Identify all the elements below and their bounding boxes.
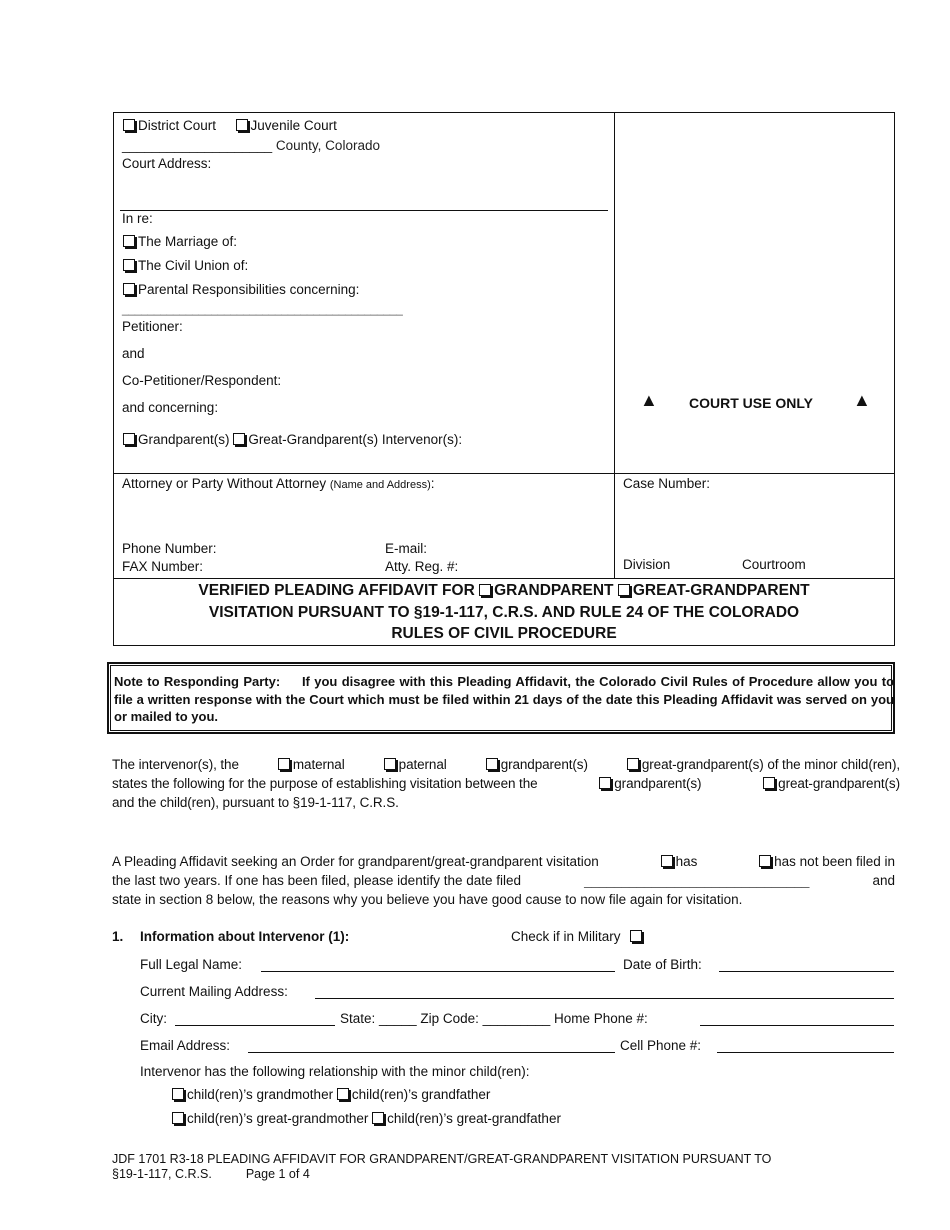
grandparent-checkbox[interactable] [123,433,135,445]
intro-text: The intervenor(s), the [112,757,239,772]
parental-label: Parental Responsibilities concerning: [138,282,360,297]
title-line1-a: VERIFIED PLEADING AFFIDAVIT FOR [198,582,480,599]
attorney-label-row [122,476,435,491]
marriage-label: The Marriage of: [138,234,238,249]
visit-grandparent-checkbox[interactable] [599,777,611,789]
intro-great-grandparent-label: great-grandparent(s) of the minor child(ren), [641,757,900,772]
note-body: If you disagree with this Pleading Affidavit, the Colorado Civil Rules of Procedure allow you to file a written response with the Court which must be filed within 21 days of the date this Pleading Affidavit was served on you or mailed to you. [114,674,895,724]
intro-paragraph [112,755,900,812]
title-line1-b: GRANDPARENT [494,582,618,599]
home-phone-label: Home Phone #: [554,1011,648,1026]
dob-field[interactable] [719,971,894,972]
section1-heading: Information about Intervenor (1): [140,929,350,944]
attorney-colon: : [430,476,435,491]
prior-line2: the last two years. If one has been filed, please identify the date filed [112,873,522,888]
prior-line2-end: and [872,873,895,888]
triangle-right-icon: ▲ [853,390,871,410]
email-label: E-mail: [385,541,428,556]
paternal-checkbox[interactable] [384,758,396,770]
and-label: and [122,346,145,361]
relationship-label: Intervenor has the following relationship with the minor child(ren): [140,1064,530,1079]
attorney-label: Attorney or Party Without Attorney [122,476,327,491]
paternal-label: paternal [398,757,447,772]
relationship-row-2 [172,1111,561,1126]
footer-line1: JDF 1701 R3-18 PLEADING AFFIDAVIT FOR GRANDPARENT/GREAT-GRANDPARENT VISITATION PURSUANT TO [112,1152,772,1166]
visit-great-grandparent-checkbox[interactable] [763,777,775,789]
full-legal-name-field[interactable] [261,971,615,972]
intro-grandparent-label: grandparent(s) [500,757,588,772]
state-label: State: [340,1011,376,1026]
prior-filing-paragraph [112,852,895,909]
state-field[interactable]: _____ [379,1011,417,1026]
title-line3: RULES OF CIVIL PROCEDURE [391,625,617,642]
dob-label: Date of Birth: [623,957,702,972]
atty-reg-label: Atty. Reg. #: [385,559,459,574]
maternal-label: maternal [292,757,345,772]
zip-label: Zip Code: [420,1011,479,1026]
co-petitioner-label: Co-Petitioner/Respondent: [122,373,282,388]
mailing-field[interactable] [315,998,894,999]
phone-label: Phone Number: [122,541,217,556]
intro-grandparent-checkbox[interactable] [486,758,498,770]
great-grandparent-label: Great-Grandparent(s) Intervenor(s): [248,432,463,447]
in-re-parental [123,282,359,297]
great-grandmother-label: child(ren)’s great-grandmother [187,1111,369,1126]
and-concerning-label: and concerning: [122,400,219,415]
court-type-row [123,118,337,133]
intro-line3: and the child(ren), pursuant to §19-1-117, C.R.S. [112,795,399,810]
attorney-sub-label: (Name and Address) [329,479,431,491]
parental-checkbox[interactable] [123,283,135,295]
has-label: has [675,854,698,869]
city-field[interactable] [175,1025,335,1026]
military-label: Check if in Military [511,929,621,944]
great-grandfather-checkbox[interactable] [372,1112,384,1124]
intro-great-grandparent-checkbox[interactable] [627,758,639,770]
military-checkbox[interactable] [630,930,642,942]
in-re-marriage [123,234,237,249]
prior-line3: state in section 8 below, the reasons why you believe you have good cause to now file again for visitation. [112,892,743,907]
visit-great-grandparent-label: great-grandparent(s) [778,776,900,791]
grandfather-label: child(ren)’s grandfather [351,1087,491,1102]
grandfather-checkbox[interactable] [337,1088,349,1100]
has-not-label: has not been filed in [774,854,895,869]
city-label: City: [140,1011,167,1026]
grandmother-checkbox[interactable] [172,1088,184,1100]
has-not-checkbox[interactable] [759,855,771,867]
note-label: Note to Responding Party: [114,674,281,689]
grandmother-label: child(ren)’s grandmother [187,1087,334,1102]
relationship-row-1 [172,1087,490,1102]
civil-union-label: The Civil Union of: [138,258,249,273]
case-number-label: Case Number: [623,476,711,491]
intro-line2: states the following for the purpose of establishing visitation between the [112,776,538,791]
great-grandfather-label: child(ren)’s great-grandfather [387,1111,561,1126]
court-use-only: COURT USE ONLY [689,395,813,411]
civil-union-checkbox[interactable] [123,259,135,271]
state-label-row [340,1011,648,1026]
title-line2: VISITATION PURSUANT TO §19-1-117, C.R.S. AND RULE 24 OF THE COLORADO [208,603,800,621]
in-re-civil-union [123,258,248,273]
note-box [107,662,895,734]
visit-grandparent-label: grandparent(s) [614,776,702,791]
county-line[interactable]: ____________________ County, Colorado [122,138,380,153]
grandparent-label: Grandparent(s) [138,432,230,447]
cell-phone-label: Cell Phone #: [620,1038,702,1053]
zip-field[interactable]: _________ [482,1011,551,1026]
note-text [114,673,894,726]
great-grandparent-checkbox[interactable] [233,433,245,445]
footer [112,1152,771,1182]
court-address-label: Court Address: [122,156,212,171]
has-checkbox[interactable] [661,855,673,867]
district-court-label: District Court [138,118,217,133]
mailing-label: Current Mailing Address: [140,984,288,999]
marriage-checkbox[interactable] [123,235,135,247]
footer-citation: §19-1-117, C.R.S. [112,1167,212,1181]
intervenor-type-row [123,432,462,447]
full-legal-name-label: Full Legal Name: [140,957,243,972]
email-address-field[interactable] [248,1052,615,1053]
district-court-checkbox[interactable] [123,119,135,131]
triangle-left-icon: ▲ [640,390,658,410]
title-line1-c: GREAT-GRANDPARENT [632,582,810,599]
juvenile-court-checkbox[interactable] [236,119,248,131]
title-great-grandparent-checkbox[interactable] [618,584,630,596]
fax-label: FAX Number: [122,559,204,574]
in-re-label: In re: [122,211,153,226]
page-number: Page 1 of 4 [245,1167,310,1181]
title-grandparent-checkbox[interactable] [479,584,491,596]
courtroom-label: Courtroom [742,557,806,572]
division-label: Division [623,557,671,572]
party-name-line[interactable]: ____________________________________________ [122,302,403,316]
petitioner-label: Petitioner: [122,319,183,334]
email-address-label: Email Address: [140,1038,231,1053]
juvenile-court-label: Juvenile Court [250,118,337,133]
great-grandmother-checkbox[interactable] [172,1112,184,1124]
section1-number: 1. [112,929,124,944]
home-phone-field[interactable] [700,1025,894,1026]
prior-line1: A Pleading Affidavit seeking an Order for grandparent/great-grandparent visitation [112,854,599,869]
cell-phone-field[interactable] [717,1052,894,1053]
maternal-checkbox[interactable] [278,758,290,770]
page-title [114,580,894,645]
date-filed-field[interactable]: ______________________________ [584,873,810,888]
military-row [511,929,645,944]
